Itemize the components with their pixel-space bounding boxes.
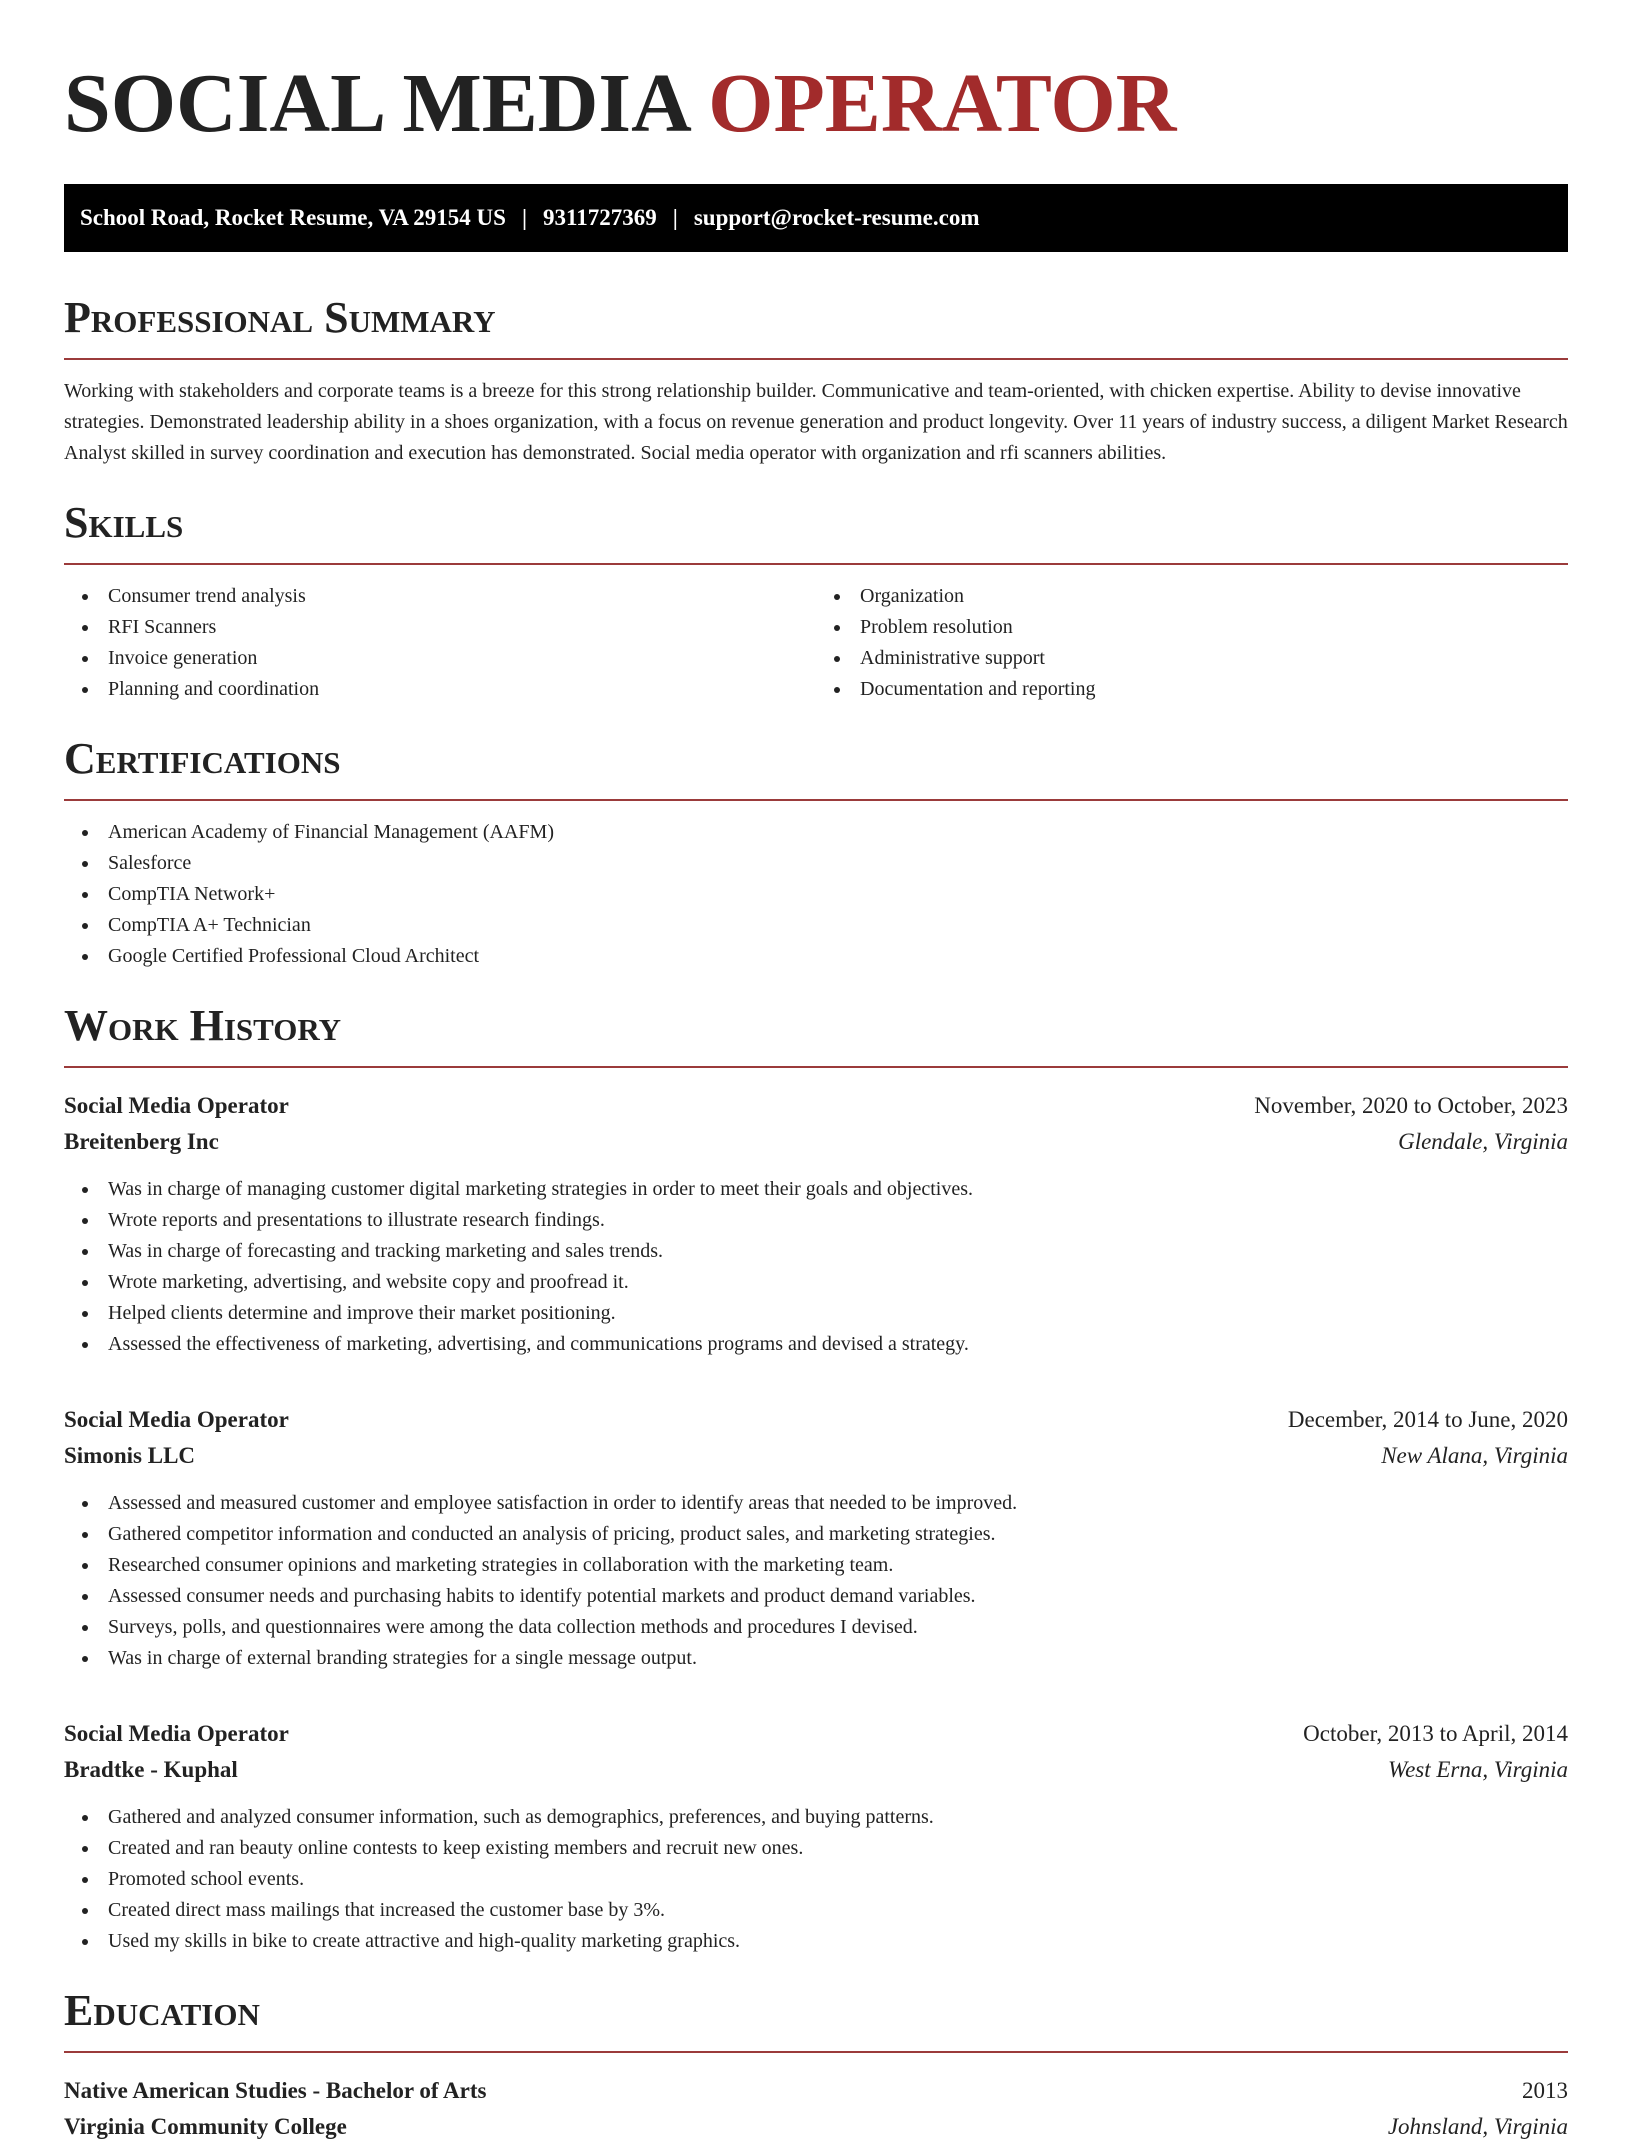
contact-separator: | (521, 205, 528, 230)
education-entry (64, 2073, 1568, 2145)
contact-phone: 9311727369 (543, 205, 657, 230)
job-header-row (64, 1402, 1568, 1438)
certification-item: Salesforce (108, 848, 1568, 879)
work-history-section (64, 1000, 1568, 1957)
certifications-list (64, 817, 1568, 972)
education-degree: Native American Studies - Bachelor of Arts (64, 2078, 487, 2103)
certification-item: Google Certified Professional Cloud Architect (108, 941, 1568, 972)
certification-item: CompTIA Network+ (108, 879, 1568, 910)
job-bullet: Surveys, polls, and questionnaires were among the data collection methods and procedures I devised. (108, 1612, 1568, 1643)
section-divider (64, 358, 1568, 360)
job-bullet-list (64, 1174, 1568, 1360)
job-entry (64, 1716, 1568, 1957)
section-title-certifications: Certifications (64, 734, 341, 783)
skill-item: Administrative support (860, 643, 1568, 674)
skill-item: RFI Scanners (108, 612, 816, 643)
job-dates: November, 2020 to October, 2023 (1254, 1093, 1568, 1118)
job-bullet: Assessed consumer needs and purchasing habits to identify potential markets and product demand variables. (108, 1581, 1568, 1612)
section-title-summary: Professional Summary (64, 293, 496, 342)
job-bullet: Created and ran beauty online contests to keep existing members and recruit new ones. (108, 1833, 1568, 1864)
job-bullet: Was in charge of forecasting and tracking marketing and sales trends. (108, 1236, 1568, 1267)
job-location: New Alana, Virginia (1381, 1443, 1568, 1468)
job-company-row (64, 1438, 1568, 1474)
skill-item: Invoice generation (108, 643, 816, 674)
job-title: Social Media Operator (64, 1093, 289, 1118)
education-year: 2013 (1522, 2078, 1568, 2103)
job-dates: December, 2014 to June, 2020 (1287, 1407, 1568, 1432)
job-bullet: Helped clients determine and improve their market positioning. (108, 1298, 1568, 1329)
job-bullet-list (64, 1802, 1568, 1957)
job-location: Glendale, Virginia (1398, 1129, 1568, 1154)
education-school-row (64, 2109, 1568, 2145)
job-bullet: Wrote marketing, advertising, and website copy and proofread it. (108, 1267, 1568, 1298)
certification-item: CompTIA A+ Technician (108, 910, 1568, 941)
job-bullet: Created direct mass mailings that increased the customer base by 3%. (108, 1895, 1568, 1926)
skill-item: Planning and coordination (108, 674, 816, 705)
job-bullet: Wrote reports and presentations to illustrate research findings. (108, 1205, 1568, 1236)
job-bullet: Used my skills in bike to create attractive and high-quality marketing graphics. (108, 1926, 1568, 1957)
education-school: Virginia Community College (64, 2114, 347, 2139)
certifications-section (64, 733, 1568, 972)
contact-bar (64, 184, 1568, 252)
job-bullet: Gathered competitor information and conducted an analysis of pricing, product sales, and marketing strategies. (108, 1519, 1568, 1550)
certification-item: American Academy of Financial Management (AAFM) (108, 817, 1568, 848)
job-title: Social Media Operator (64, 1407, 289, 1432)
contact-separator: | (672, 205, 678, 230)
job-bullet-list (64, 1488, 1568, 1674)
education-location: Johnsland, Virginia (1387, 2114, 1568, 2139)
skills-section (64, 497, 1568, 705)
name-first: SOCIAL MEDIA (64, 57, 688, 150)
name-last: OPERATOR (708, 57, 1177, 150)
section-divider (64, 563, 1568, 565)
contact-email: support@rocket-resume.com (693, 205, 980, 230)
job-location: West Erna, Virginia (1388, 1757, 1568, 1782)
summary-text: Working with stakeholders and corporate teams is a breeze for this strong relationship builder. Communicative and team-oriented, with chicken expertise. Ability to devise innovative strategies. Demonstrated leadership ability in a shoes organization, with a focus on revenue generation and product longevity. Over 11 years of industry success, a diligent Market Research Analyst skilled in survey coordination and execution has demonstrated. Social media operator with organization and rfi scanners abilities. (64, 380, 1568, 464)
job-company-row (64, 1124, 1568, 1160)
section-title-work-history: Work History (64, 1001, 342, 1050)
skills-list-left (64, 581, 816, 705)
job-company: Breitenberg Inc (64, 1129, 219, 1154)
skills-list-right (816, 581, 1568, 705)
job-company-row (64, 1752, 1568, 1788)
job-bullet: Was in charge of managing customer digital marketing strategies in order to meet their goals and objectives. (108, 1174, 1568, 1205)
job-bullet: Was in charge of external branding strategies for a single message output. (108, 1643, 1568, 1674)
job-entry (64, 1402, 1568, 1674)
job-bullet: Gathered and analyzed consumer information, such as demographics, preferences, and buying patterns. (108, 1802, 1568, 1833)
section-divider (64, 799, 1568, 801)
job-bullet: Assessed the effectiveness of marketing, advertising, and communications programs and devised a strategy. (108, 1329, 1568, 1360)
section-title-skills: Skills (64, 498, 184, 547)
skill-item: Consumer trend analysis (108, 581, 816, 612)
section-title-education: Education (64, 1986, 260, 2035)
section-divider (64, 2051, 1568, 2053)
summary-section (64, 292, 1568, 469)
job-company: Bradtke - Kuphal (64, 1757, 238, 1782)
skill-item: Organization (860, 581, 1568, 612)
job-entry (64, 1088, 1568, 1360)
job-bullet: Researched consumer opinions and marketing strategies in collaboration with the marketing team. (108, 1550, 1568, 1581)
resume-name (64, 56, 1568, 152)
education-header-row (64, 2073, 1568, 2109)
job-company: Simonis LLC (64, 1443, 196, 1468)
section-divider (64, 1066, 1568, 1068)
skill-item: Problem resolution (860, 612, 1568, 643)
skills-columns (64, 581, 1568, 705)
job-dates: October, 2013 to April, 2014 (1303, 1721, 1568, 1746)
job-bullet: Promoted school events. (108, 1864, 1568, 1895)
job-header-row (64, 1088, 1568, 1124)
job-title: Social Media Operator (64, 1721, 289, 1746)
education-section (64, 1985, 1568, 2145)
job-header-row (64, 1716, 1568, 1752)
skill-item: Documentation and reporting (860, 674, 1568, 705)
contact-address: School Road, Rocket Resume, VA 29154 US (80, 205, 506, 230)
job-bullet: Assessed and measured customer and employee satisfaction in order to identify areas that needed to be improved. (108, 1488, 1568, 1519)
